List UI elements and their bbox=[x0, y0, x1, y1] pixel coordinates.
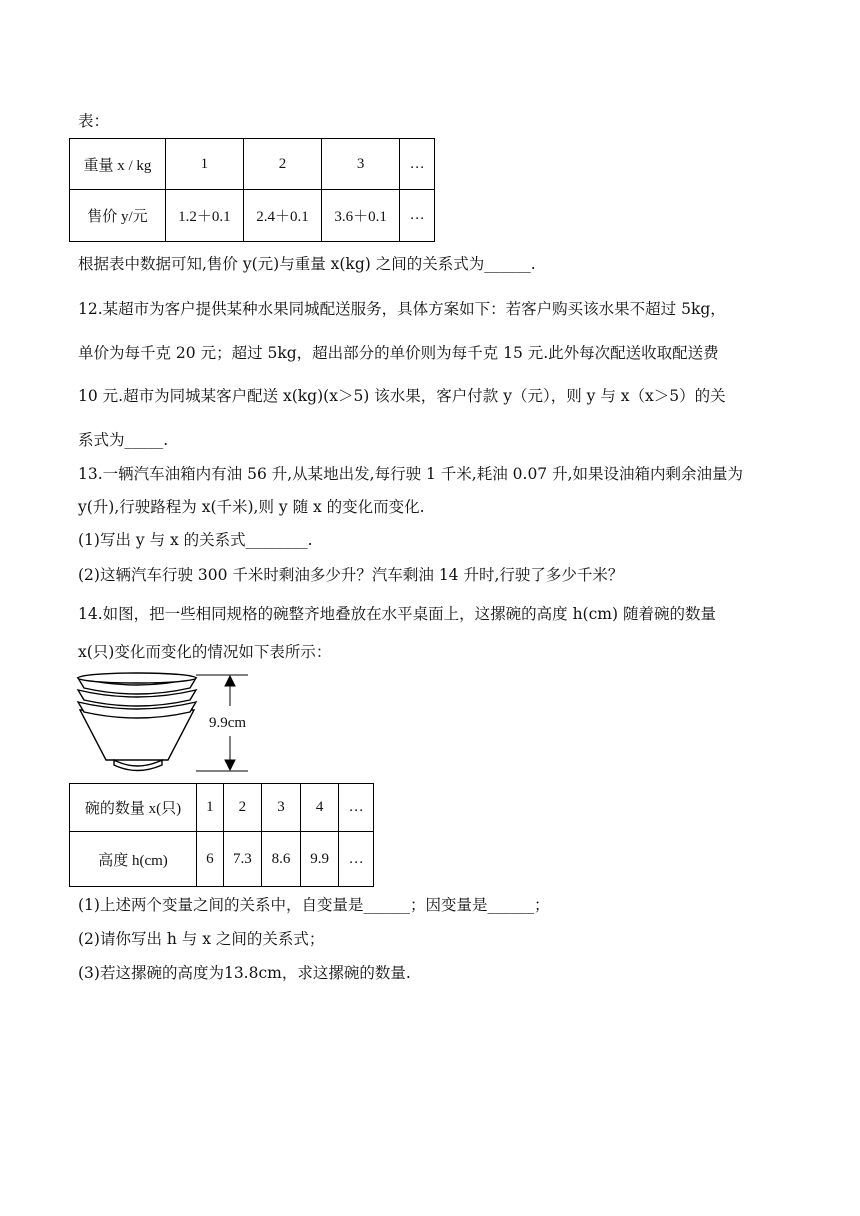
table-cell: … bbox=[400, 190, 435, 242]
q14-sub-3: (3)若这摞碗的高度为13.8cm，求这摞碗的数量. bbox=[78, 964, 411, 982]
table-cell: 3 bbox=[262, 784, 301, 832]
q11-conclusion: 根据表中数据可知,售价 y(元)与重量 x(kg) 之间的关系式为______. bbox=[78, 255, 536, 273]
table-cell: … bbox=[339, 784, 374, 832]
table-row bbox=[70, 832, 374, 887]
table-header-cell: 售价 y/元 bbox=[70, 190, 166, 242]
q13-sub-1: (1)写出 y 与 x 的关系式________. bbox=[78, 531, 313, 549]
table-cell: … bbox=[339, 832, 374, 887]
table-header-cell: 高度 h(cm) bbox=[70, 832, 197, 887]
table-cell: 3.6＋0.1 bbox=[322, 190, 400, 242]
q12-line-3: 10 元.超市为同城某客户配送 x(kg)(x＞5) 该水果，客户付款 y（元），则 y 与 x（x＞5）的关 bbox=[78, 387, 726, 405]
price-weight-table bbox=[69, 138, 435, 242]
q13-sub-2: (2)这辆汽车行驶 300 千米时剩油多少升？汽车剩油 14 升时,行驶了多少千米？ bbox=[78, 566, 624, 584]
stacked-bowls-figure bbox=[72, 672, 272, 778]
q12-line-2: 单价为每千克 20 元；超过 5kg，超出部分的单价则为每千克 15 元.此外每次配送收取配送费 bbox=[78, 344, 719, 362]
q14-line-1: 14.如图，把一些相同规格的碗整齐地叠放在水平桌面上，这摞碗的高度 h(cm) 随着碗的数量 bbox=[78, 605, 716, 623]
table-cell: 4 bbox=[300, 784, 339, 832]
table-header-cell: 重量 x / kg bbox=[70, 139, 166, 190]
q12-line-4: 系式为_____. bbox=[78, 431, 169, 449]
q12-line-1: 12.某超市为客户提供某种水果同城配送服务，具体方案如下：若客户购买该水果不超过 5kg， bbox=[78, 300, 726, 318]
table-cell: 2 bbox=[243, 139, 321, 190]
table-cell: 2 bbox=[223, 784, 262, 832]
q14-sub-2: (2)请你写出 h 与 x 之间的关系式； bbox=[78, 930, 325, 948]
bowl-height-table bbox=[69, 783, 374, 887]
figure-height-label: 9.9cm bbox=[209, 715, 247, 731]
table-cell: 6 bbox=[197, 832, 224, 887]
table-cell: 7.3 bbox=[223, 832, 262, 887]
table-cell: 1.2＋0.1 bbox=[165, 190, 243, 242]
table-row bbox=[70, 784, 374, 832]
table-header-cell: 碗的数量 x(只) bbox=[70, 784, 197, 832]
q14-sub-1: (1)上述两个变量之间的关系中，自变量是______；因变量是______； bbox=[78, 896, 550, 914]
table-cell: 1 bbox=[197, 784, 224, 832]
table-cell: 8.6 bbox=[262, 832, 301, 887]
q13-line-1: 13.一辆汽车油箱内有油 56 升,从某地出发,每行驶 1 千米,耗油 0.07 升,如果设油箱内剩余油量为 bbox=[78, 465, 744, 483]
table-cell: 3 bbox=[322, 139, 400, 190]
table-cell: 2.4＋0.1 bbox=[243, 190, 321, 242]
table-intro-label: 表： bbox=[78, 112, 110, 130]
table-cell: 1 bbox=[165, 139, 243, 190]
table-row bbox=[70, 139, 435, 190]
q13-line-2: y(升),行驶路程为 x(千米),则 y 随 x 的变化而变化. bbox=[78, 498, 425, 516]
table-cell: 9.9 bbox=[300, 832, 339, 887]
table-cell: … bbox=[400, 139, 435, 190]
q14-line-2: x(只)变化而变化的情况如下表所示： bbox=[78, 643, 332, 661]
table-row bbox=[70, 190, 435, 242]
